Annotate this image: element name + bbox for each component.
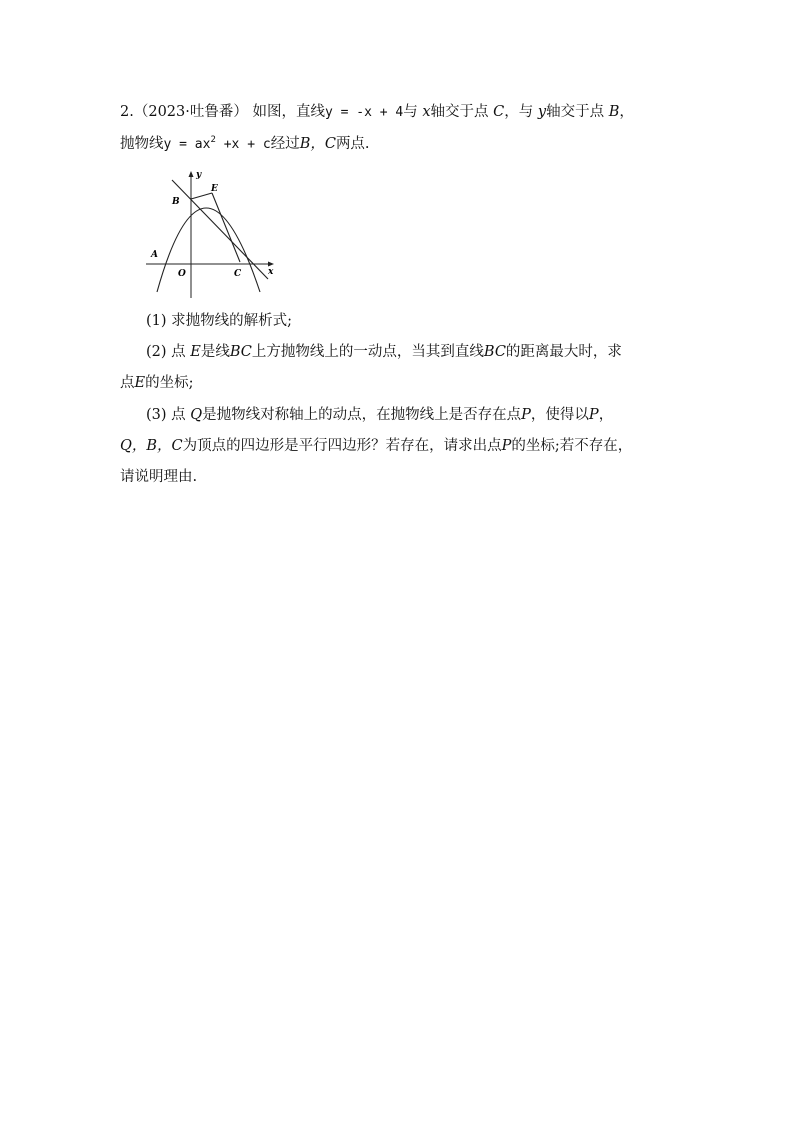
q3-text: ， <box>598 407 614 423</box>
problem-text: 抛物线 <box>120 136 164 152</box>
segment-ec <box>212 193 240 262</box>
figure-svg <box>142 166 278 302</box>
q3-point-p-3: P <box>501 438 512 454</box>
question-3-line-1 <box>146 405 613 425</box>
q3-text: 是抛物线对称轴上的动点，在抛物线上是否存在点 <box>202 407 522 423</box>
parabola-figure <box>142 166 278 302</box>
points-bc: B，C <box>299 136 336 152</box>
problem-source: （2023·吐鲁番） <box>133 104 248 120</box>
parabola-eq-base: y = ax <box>163 137 211 152</box>
problem-line-2 <box>120 134 370 155</box>
q3-text: 的坐标;若不存在， <box>511 438 633 454</box>
q3-text: (3) 点 <box>146 407 191 423</box>
label-x: x <box>268 267 274 277</box>
problem-text: 经过 <box>270 136 300 152</box>
q2-text: 上方抛物线上的一动点，当其到直线 <box>251 344 484 360</box>
line-equation: y = -x + 4 <box>324 105 404 120</box>
q2-text: (2) 点 <box>146 344 191 360</box>
label-e: E <box>211 184 218 194</box>
q2-text: 的坐标; <box>145 375 194 391</box>
label-b: B <box>172 197 180 207</box>
var-x: x <box>422 104 431 120</box>
q3-text: 为顶点的四边形是平行四边形？若存在，请求出点 <box>182 438 502 454</box>
question-2-line-2 <box>120 373 193 393</box>
y-axis-arrow-icon <box>189 171 194 177</box>
problem-text: 如图，直线 <box>252 104 325 120</box>
q3-points-qbc: Q，B，C <box>120 438 183 454</box>
q2-point-e: E <box>190 344 201 360</box>
problem-text: 与 <box>403 104 418 120</box>
problem-text: 轴交于点 <box>430 104 489 120</box>
problem-line-1 <box>120 102 634 123</box>
q2-text: 是线 <box>200 344 230 360</box>
label-a: A <box>151 250 158 260</box>
q3-point-p-2: P <box>588 407 599 423</box>
problem-text: ， <box>619 104 634 120</box>
parabola-exponent: 2 <box>210 135 216 145</box>
segment-be <box>191 193 212 199</box>
problem-number: 2. <box>120 104 134 120</box>
label-c: C <box>234 269 242 279</box>
label-y: y <box>196 170 202 180</box>
parabola-curve <box>157 208 260 292</box>
problem-text: 轴交于点 <box>546 104 605 120</box>
question-3-line-2 <box>120 436 632 456</box>
question-3-line-3: 请说明理由. <box>120 469 198 485</box>
problem-text: ，与 <box>504 104 534 120</box>
q3-text: ，使得以 <box>530 407 589 423</box>
parabola-eq-rest: +x + c <box>215 137 271 152</box>
label-o: O <box>178 269 186 279</box>
var-y: y <box>537 104 547 120</box>
point-c: C <box>493 104 505 120</box>
question-1: (1) 求抛物线的解析式; <box>146 313 293 329</box>
point-b: B <box>608 104 620 120</box>
question-2-line-1 <box>146 342 622 362</box>
problem-text: 两点. <box>335 136 370 152</box>
x-axis-arrow-icon <box>268 262 274 267</box>
parabola-equation <box>164 137 271 152</box>
q3-point-q: Q <box>190 407 203 423</box>
q2-line-bc: BC <box>229 344 252 360</box>
q2-point-e-2: E <box>134 375 146 391</box>
q2-line-bc-2: BC <box>483 344 506 360</box>
q3-point-p: P <box>521 407 531 423</box>
q2-text: 点 <box>120 375 135 391</box>
q2-text: 的距离最大时，求 <box>505 344 622 360</box>
